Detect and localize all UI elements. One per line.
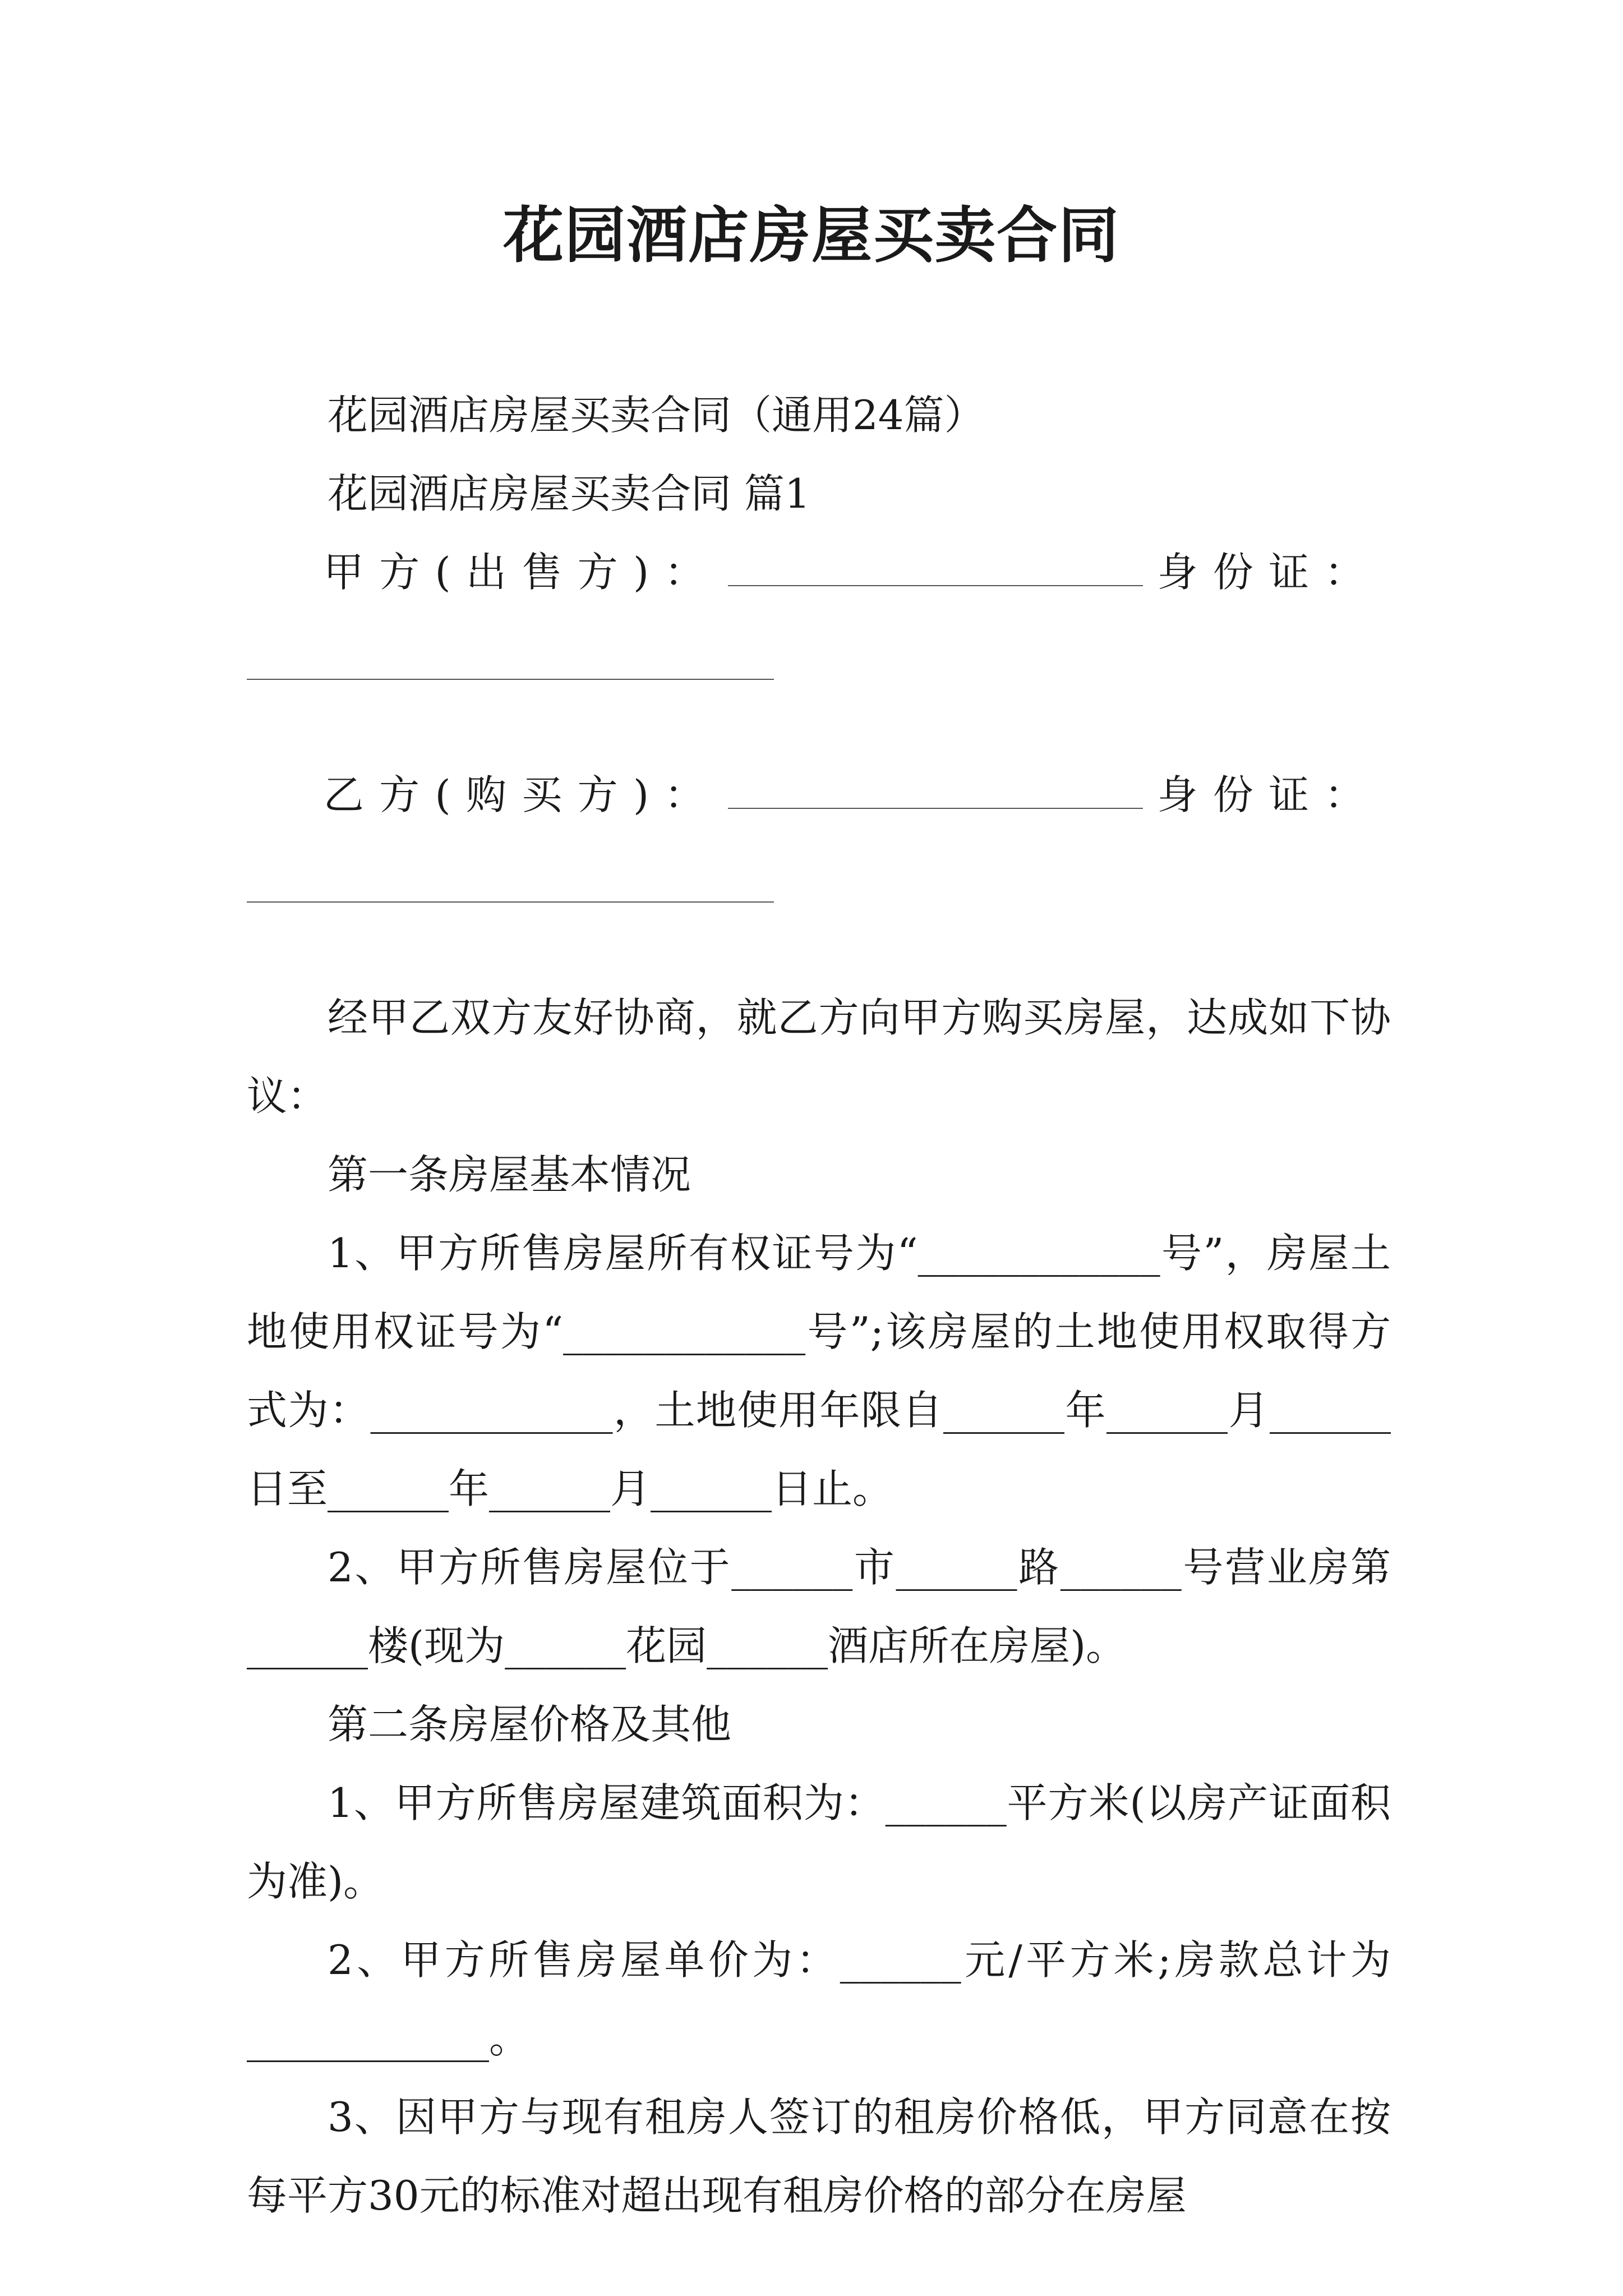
document-body	[247, 376, 1391, 2235]
party-a-id-blank	[247, 611, 774, 680]
party-b-id-label: 身份证：	[1157, 771, 1380, 818]
article-2-heading: 第二条房屋价格及其他	[328, 1701, 732, 1748]
chapter-heading: 花园酒店房屋买卖合同 篇1	[328, 470, 810, 517]
document-title: 花园酒店房屋买卖合同	[502, 200, 1120, 271]
intro-paragraph: 经甲乙双方友好协商，就乙方向甲方购买房屋，达成如下协议：	[247, 994, 1391, 1120]
party-b-row	[247, 756, 1391, 834]
article-2-clause-1: 1、甲方所售房屋建筑面积为：______平方米(以房产证面积为准)。	[247, 1779, 1391, 1905]
article-2-clause-2: 2、甲方所售房屋单价为：______元/平方米;房款总计为____________。	[247, 1936, 1391, 2062]
article-1-heading: 第一条房屋基本情况	[328, 1151, 691, 1198]
party-b-id-blank	[247, 834, 774, 903]
document-subtitle: 花园酒店房屋买卖合同（通用24篇）	[328, 392, 985, 439]
party-a-label: 甲方(出售方)：	[323, 549, 720, 596]
party-a-name-blank	[728, 549, 1143, 586]
party-b-label: 乙方(购买方)：	[323, 771, 720, 818]
party-b-name-blank	[728, 771, 1143, 809]
article-1-clause-1: 1、甲方所售房屋所有权证号为“____________号”，房屋土地使用权证号为“____________号”;该房屋的土地使用权取得方式为：____________，土地使用年限自______年______月______日至______年______月______日止。	[247, 1230, 1391, 1512]
article-2-clause-3: 3、因甲方与现有租房人签订的租房价格低，甲方同意在按每平方30元的标准对超出现有租房价格的部分在房屋	[247, 2093, 1391, 2219]
party-a-id-label: 身份证：	[1157, 549, 1380, 596]
party-a-row	[247, 533, 1391, 611]
article-1-clause-2: 2、甲方所售房屋位于______市______路______号营业房第______楼(现为______花园______酒店所在房屋)。	[247, 1544, 1391, 1669]
